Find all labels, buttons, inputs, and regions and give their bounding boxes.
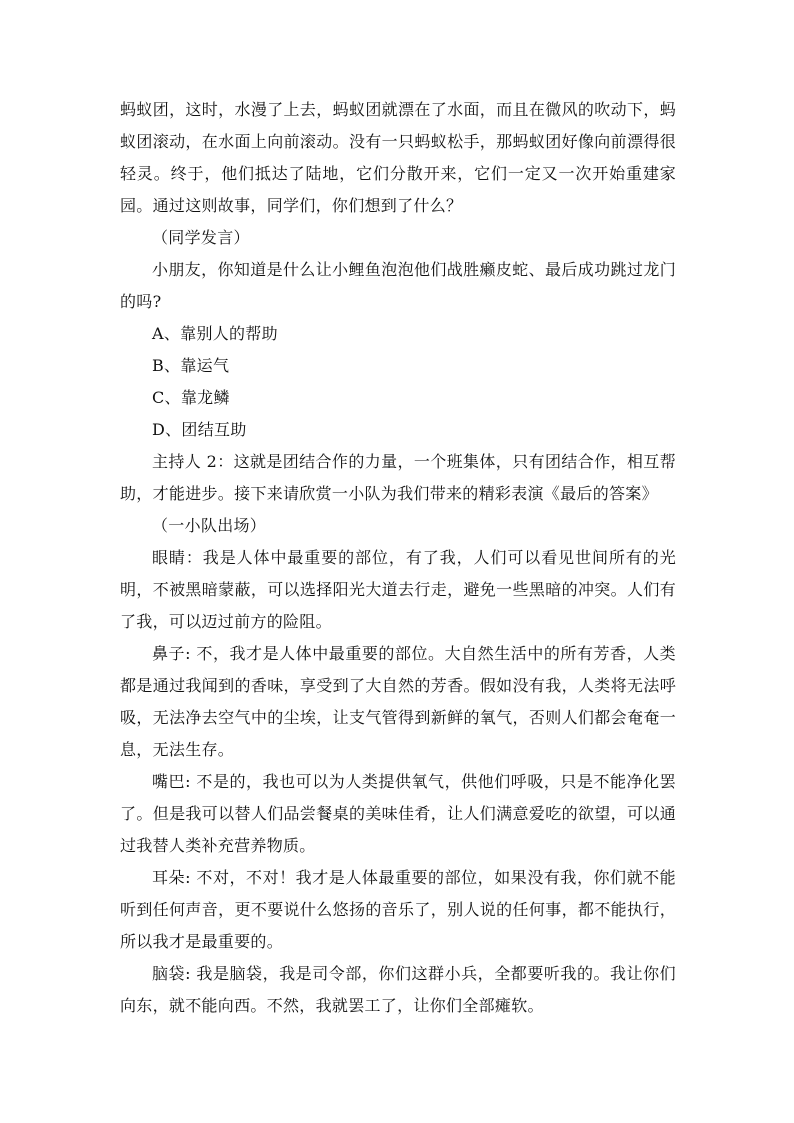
option-d: D、团结互助: [152, 420, 247, 439]
paragraph-ears: 耳朵: 不对，不对！我才是人体最重要的部位，如果没有我，你们就不能听到任何声音，更不要说什么悠扬的音乐了，别人说的任何事，都不能执行，所以我才是最重要的。: [120, 868, 676, 951]
option-a: A、靠别人的帮助: [152, 324, 278, 343]
option-c: C、靠龙鳞: [152, 388, 230, 407]
paragraph-team-enters: （一小队出场）: [152, 516, 267, 535]
paragraph-nose: 鼻子: 不，我才是人体中最重要的部位。大自然生活中的所有芳香，人类都是通过我闻到的香味，享受到了大自然的芳香。假如没有我，人类将无法呼吸，无法净去空气中的尘埃，让支气管得到新鲜的氧气，否则人们都会奄奄一息，无法生存。: [120, 644, 676, 759]
paragraph-student-speech: （同学发言）: [152, 228, 250, 247]
paragraph-ant-story: 蚂蚁团，这时，水漫了上去，蚂蚁团就漂在了水面，而且在微风的吹动下，蚂蚁团滚动，在水面上向前滚动。没有一只蚂蚁松手，那蚂蚁团好像向前漂得很轻灵。终于，他们抵达了陆地，它们分散开来，它们一定又一次开始重建家园。通过这则故事，同学们，你们想到了什么？: [120, 100, 676, 215]
paragraph-question: 小朋友，你知道是什么让小鲤鱼泡泡他们战胜癞皮蛇、最后成功跳过龙门的吗?: [120, 260, 676, 311]
paragraph-mouth: 嘴巴: 不是的，我也可以为人类提供氧气，供他们呼吸，只是不能净化罢了。但是我可以替人们品尝餐桌的美味佳肴，让人们满意爱吃的欲望，可以通过我替人类补充营养物质。: [120, 772, 676, 855]
option-b: B、靠运气: [152, 356, 230, 375]
paragraph-host-2: 主持人 2：这就是团结合作的力量，一个班集体，只有团结合作，相互帮助，才能进步。接下来请欣赏一小队为我们带来的精彩表演《最后的答案》: [120, 452, 676, 503]
paragraph-brain: 脑袋: 我是脑袋，我是司令部，你们这群小兵，全都要听我的。我让你们向东，就不能向西。不然，我就罢工了，让你们全部瘫软。: [120, 964, 676, 1015]
paragraph-eyes: 眼睛：我是人体中最重要的部位，有了我，人们可以看见世间所有的光明，不被黑暗蒙蔽，可以选择阳光大道去行走，避免一些黑暗的冲突。人们有了我，可以迈过前方的险阻。: [120, 548, 676, 631]
document-body: [120, 94, 676, 1022]
